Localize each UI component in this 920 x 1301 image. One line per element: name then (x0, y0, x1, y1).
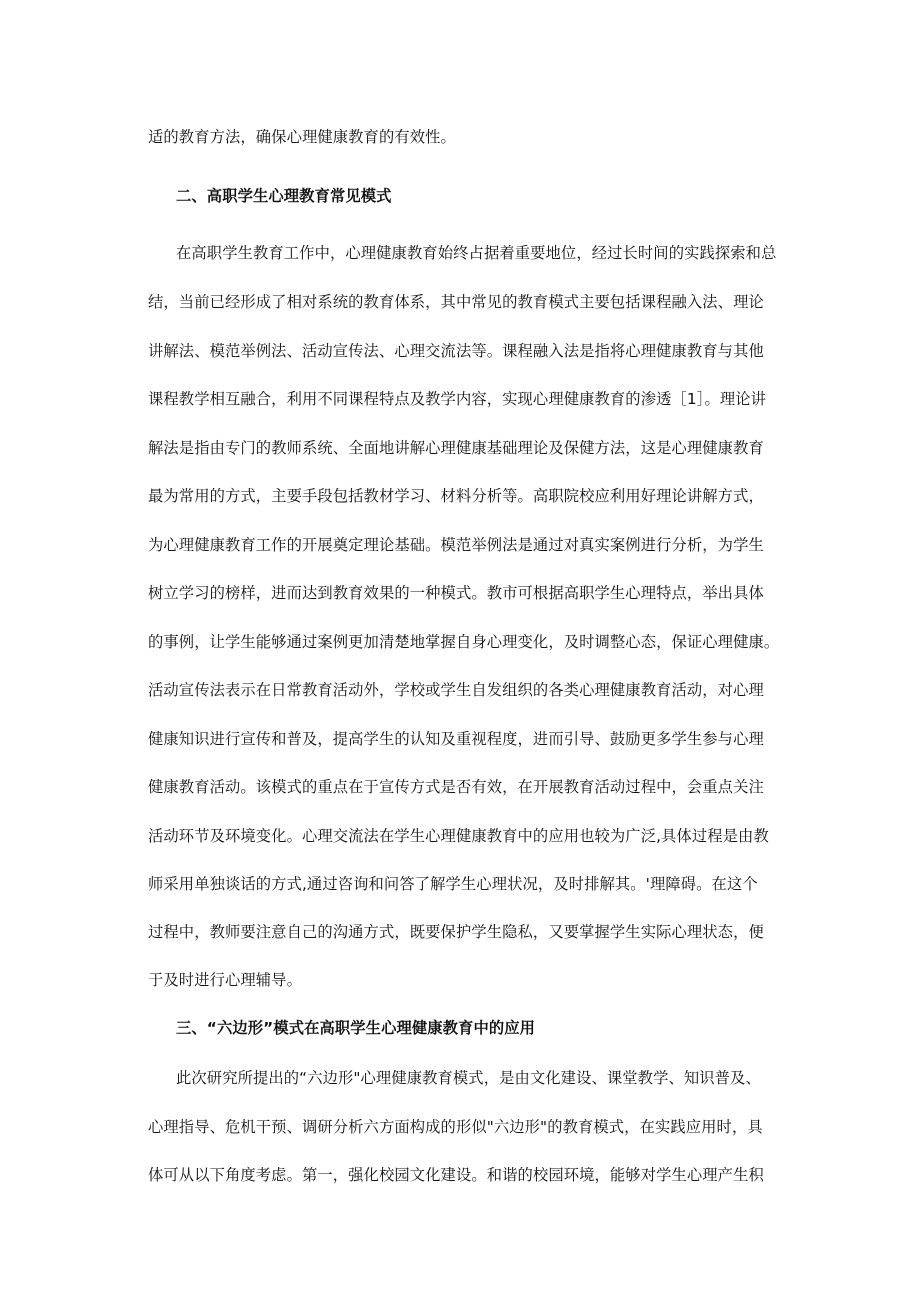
paragraph-line: 活动环节及环境变化。心理交流法在学生心理健康教育中的应用也较为广泛,具体过程是由教 (148, 827, 769, 845)
paragraph-line: 最为常用的方式，主要手段包括教材学习、材料分析等。高职院校应利用好理论讲解方式， (148, 487, 764, 505)
paragraph-line: 师采用单独谈话的方式,通过咨询和问答了解学生心理状况，及时排解其。'理障碍。在这个 (148, 875, 758, 893)
paragraph-line: 结，当前已经形成了相对系统的教育体系，其中常见的教育模式主要包括课程融入法、理论 (148, 293, 764, 311)
paragraph-line: 体可从以下角度考虑。第一，强化校园文化建设。和谐的校园环境，能够对学生心理产生积 (148, 1166, 764, 1184)
paragraph-line: 的事例，让学生能够通过案例更加清楚地掌握自身心理变化，及时调整心态，保证心理健康。 (148, 633, 780, 651)
paragraph-line: 解法是指由专门的教师系统、全面地讲解心理健康基础理论及保健方法，这是心理健康教育 (148, 439, 764, 457)
paragraph-line: 健康教育活动。该模式的重点在于宣传方式是否有效，在开展教育活动过程中，会重点关注 (148, 778, 764, 796)
paragraph-line: 心理指导、危机干预、调研分析六方面构成的形似"六边形"的教育模式，在实践应用时，具 (148, 1118, 763, 1136)
paragraph-line: 课程教学相互融合，利用不同课程特点及教学内容，实现心理健康教育的渗透［1］。理论讲 (148, 390, 767, 408)
section-heading-2: 二、高职学生心理教育常见模式 (176, 187, 392, 205)
paragraph-line: 讲解法、模范举例法、活动宣传法、心理交流法等。课程融入法是指将心理健康教育与其他 (148, 342, 764, 360)
paragraph-line: 活动宣传法表示在日常教育活动外，学校或学生自发组织的各类心理健康教育活动，对心理 (148, 681, 764, 699)
section-heading-3: 三、“六边形”模式在高职学生心理健康教育中的应用 (176, 1019, 536, 1037)
paragraph-line: 此次研究所提出的“六边形"心理健康教育模式，是由文化建设、课堂教学、知识普及、 (176, 1069, 761, 1087)
paragraph-line: 树立学习的榜样，进而达到教育效果的一种模式。教市可根据高职学生心理特点，举出具体 (148, 584, 764, 602)
paragraph-line: 健康知识进行宣传和普及，提高学生的认知及重视程度，进而引导、鼓励更多学生参与心理 (148, 730, 764, 748)
paragraph-line: 于及时进行心理辅导。 (148, 971, 302, 989)
paragraph-line: 适的教育方法，确保心理健康教育的有效性。 (148, 128, 456, 146)
paragraph-line: 过程中，教师要注意自己的沟通方式，既要保护学生隐私，又要掌握学生实际心理状态，便 (148, 923, 764, 941)
paragraph-line: 为心理健康教育工作的开展奠定理论基础。模范举例法是通过对真实案例进行分析，为学生 (148, 536, 764, 554)
paragraph-line: 在高职学生教育工作中，心理健康教育始终占据着重要地位，经过长时间的实践探索和总 (176, 244, 777, 262)
